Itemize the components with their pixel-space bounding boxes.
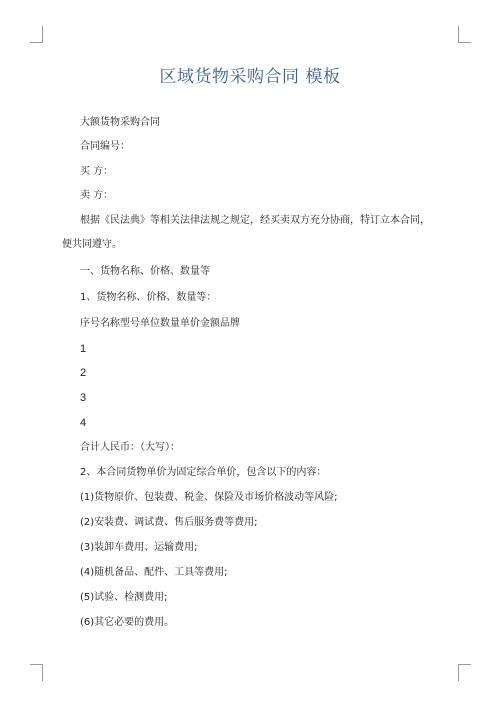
crop-mark-top-left (30, 26, 43, 43)
table-row-number: 3 (80, 392, 87, 404)
preamble-line-2: 便共同遵守。 (62, 239, 122, 250)
crop-mark-top-right (458, 26, 471, 43)
price-item-6: (6)其它必要的费用。 (80, 617, 175, 628)
price-item-5: (5)试验、检测费用; (80, 592, 168, 603)
buyer-label: 买 方： (80, 166, 114, 177)
table-row-number: 1 (80, 343, 87, 355)
clause-1-heading: 1、货物名称、价格、数量等： (80, 292, 217, 303)
preamble-line-1: 根据《民法典》等相关法律法规之规定，经买卖双方充分协商，特订立本合同， (80, 215, 430, 226)
price-item-4: (4)随机备品、配件、工具等费用; (80, 567, 228, 578)
clause-2-heading: 2、本合同货物单价为固定综合单价，包含以下的内容： (80, 467, 327, 478)
table-row-number: 4 (80, 417, 87, 429)
total-amount-label: 合计人民币：（大写）： (80, 442, 180, 453)
crop-mark-bottom-left (30, 664, 43, 681)
crop-mark-bottom-right (458, 664, 471, 681)
table-row-number: 2 (80, 367, 87, 379)
section-1-heading: 一、货物名称、价格、数量等 (80, 266, 210, 277)
document-title: 区域货物采购合同 模板 (159, 67, 341, 87)
price-item-1: (1)货物原价、包装费、税金、保险及市场价格波动等风险; (80, 492, 338, 503)
price-item-3: (3)装卸车费用、运输费用; (80, 542, 198, 553)
contract-number-label: 合同编号： (80, 141, 130, 152)
contract-heading: 大额货物采购合同 (80, 117, 160, 128)
price-item-2: (2)安装费、调试费、售后服务费等费用; (80, 517, 258, 528)
table-header-row: 序号名称型号单位数量单价金额品牌 (80, 318, 240, 329)
seller-label: 卖 方： (80, 190, 114, 201)
